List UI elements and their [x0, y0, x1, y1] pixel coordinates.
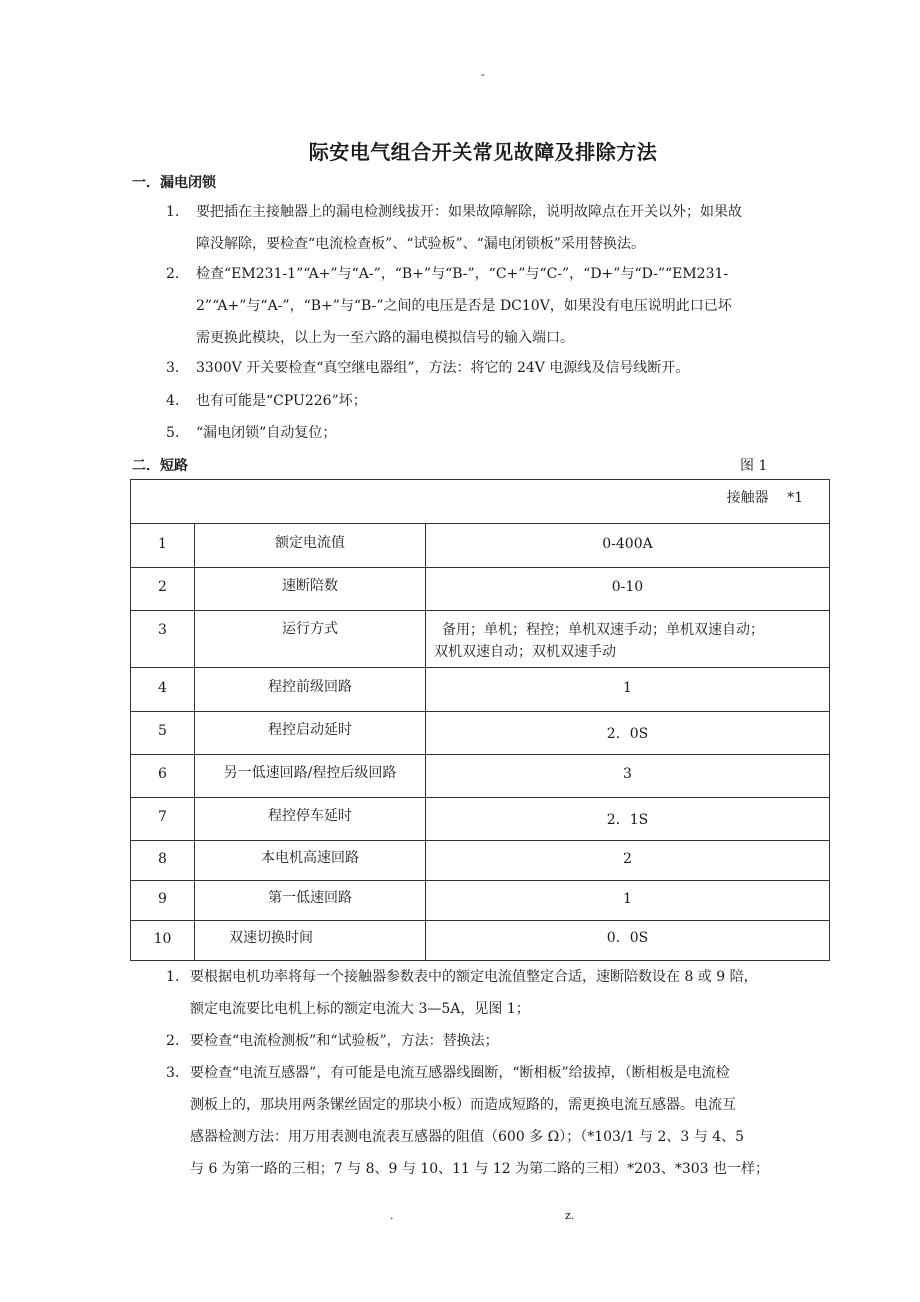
- table-row: [131, 611, 830, 668]
- list-text: 2”“A+”与“A-”，“B+”与“B-”之间的电压是否是 DC10V，如果没有电压说明此口已坏: [196, 298, 732, 314]
- list-text: 要检查“电流互感器”，有可能是电流互感器线圈断，“断相板”给拔掉，（断相板是电流检: [190, 1065, 730, 1081]
- table-header-row: [131, 480, 830, 524]
- row-number: 8: [158, 851, 167, 867]
- param-value: 双机双速自动；双机双速手动: [434, 644, 616, 660]
- param-value: 1: [623, 891, 632, 907]
- list-number: 2.: [166, 266, 180, 282]
- table-row: [131, 798, 830, 841]
- param-name: 程控前级回路: [268, 679, 352, 695]
- list-number: 3.: [166, 360, 180, 376]
- list-number: 5.: [166, 425, 180, 441]
- param-name: 第一低速回路: [268, 890, 352, 906]
- list-text: 3300V 开关要检查“真空继电器组”，方法：将它的 24V 电源线及信号线断开。: [196, 360, 690, 376]
- table-row: [131, 668, 830, 712]
- param-value: 3: [623, 766, 632, 782]
- param-name: 速断陪数: [282, 578, 338, 594]
- list-text: 要根据电机功率将每一个接触器参数表中的额定电流值整定合适，速断陪数设在 8 或 9 陪，: [190, 969, 758, 985]
- list-number: 1.: [166, 969, 180, 985]
- list-text: 检查“EM231-1”“A+”与“A-”，“B+”与“B-”，“C+”与“C-”，“D+”与“D-”“EM231-: [196, 266, 729, 282]
- table-row: [131, 712, 830, 755]
- row-number: 3: [158, 622, 167, 638]
- param-value: 2: [623, 851, 632, 867]
- list-text: 要检查“电流检测板”和“试验板”，方法：替换法；: [190, 1033, 499, 1049]
- footer-right-mark: z.: [565, 1209, 575, 1222]
- row-number: 7: [158, 809, 167, 825]
- figure-label: 图 1: [740, 458, 768, 474]
- list-text: 感器检测方法：用万用表测电流表互感器的阻值（600 多 Ω）；（*103/1 与 2、3 与 4、5: [190, 1129, 745, 1145]
- row-number: 2: [158, 579, 167, 595]
- param-name: 另一低速回路/程控后级回路: [223, 765, 397, 781]
- param-value: 0-400A: [602, 536, 653, 552]
- row-number: 10: [153, 931, 172, 947]
- row-number: 1: [158, 536, 167, 552]
- table-row: [131, 568, 830, 611]
- list-text: 障没解除，要检查“电流检查板”、“试验板”、“漏电闭锁板”采用替换法。: [196, 236, 645, 252]
- list-text: 与 6 为第一路的三相；7 与 8、9 与 10、11 与 12 为第二路的三相）*203、*303 也一样；: [190, 1161, 770, 1177]
- table-row: [131, 755, 830, 798]
- contactor-parameter-table: [130, 479, 830, 961]
- section-heading-short-circuit: 二．短路: [132, 458, 188, 474]
- list-number: 3.: [166, 1065, 180, 1081]
- param-value: 2．1S: [606, 812, 649, 828]
- list-text: 要把插在主接触器上的漏电检测线拔开：如果故障解除，说明故障点在开关以外；如果故: [196, 204, 742, 220]
- section-heading-leakage-lock: 一．漏电闭锁: [132, 175, 216, 191]
- table-row: [131, 921, 830, 961]
- list-number: 2.: [166, 1033, 180, 1049]
- list-text: 测板上的，那块用两条镙丝固定的那块小板）而造成短路的，需更换电流互感器。电流互: [190, 1097, 736, 1113]
- param-value: 1: [623, 680, 632, 696]
- document-title: 际安电气组合开关常见故障及排除方法: [308, 140, 658, 164]
- param-value: 备用；单机；程控；单机双速手动；单机双速自动；: [442, 622, 764, 638]
- row-number: 5: [158, 723, 167, 739]
- list-text: 额定电流要比电机上标的额定电流大 3—5A，见图 1；: [190, 1001, 530, 1017]
- row-number: 6: [158, 766, 167, 782]
- param-name: 运行方式: [282, 621, 338, 637]
- list-number: 1.: [166, 204, 180, 220]
- list-text: “漏电闭锁”自动复位；: [196, 425, 337, 441]
- param-value: 0-10: [611, 579, 644, 595]
- table-row: [131, 524, 830, 568]
- table-row: [131, 881, 830, 921]
- param-name: 额定电流值: [275, 535, 345, 551]
- row-number: 4: [158, 680, 167, 696]
- param-value: 0．0S: [606, 930, 649, 946]
- list-text: 也有可能是“CPU226”坏；: [196, 393, 367, 409]
- table-row: [131, 841, 830, 881]
- footer-left-mark: .: [390, 1209, 394, 1222]
- row-number: 9: [158, 891, 167, 907]
- page-header-mark: -: [481, 68, 485, 81]
- param-name: 双速切换时间: [229, 930, 313, 946]
- param-name: 程控停车延时: [268, 808, 352, 824]
- list-number: 4.: [166, 393, 180, 409]
- list-text: 需更换此模块，以上为一至六路的漏电模拟信号的输入端口。: [196, 330, 574, 346]
- param-name: 本电机高速回路: [261, 850, 359, 866]
- table-header-title: 接触器 *1: [726, 490, 803, 506]
- param-value: 2．0S: [606, 726, 649, 742]
- param-name: 程控启动延时: [268, 722, 352, 738]
